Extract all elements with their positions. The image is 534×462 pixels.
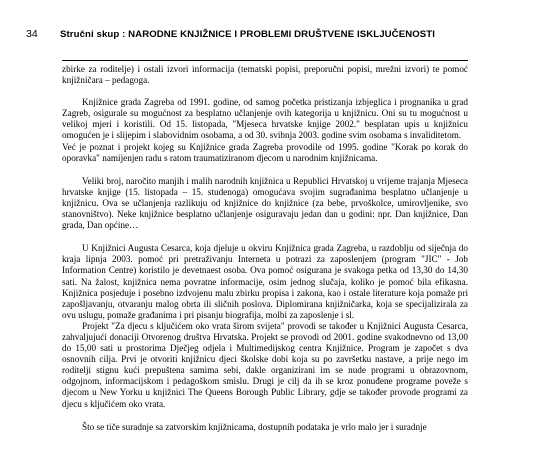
paragraph-augusta-cesarca: U Knjižnici Augusta Cesarca, koja djeluje u okviru Knjižnica grada Zagreba, u razdoblju od siječnja do kraja lipnja 2003. pomoć pri pretraživanju Interneta u potrazi za zaposlenjem (program "JIC" - Job Information Centre) koristilo je devetnaest osoba. Ova pomoć osigurana je svakoga petka od 13,30 do 14,30 sati. Na žalost, knjižnica nema povratne informacije, osim jednog slučaja, koliko je pomoć bila efikasna. Knjižnica posjeduje i posebno izdvojenu malu zbirku propisa i zakona, kao i ostale literature koja pomaže pri zapošljavanju, otvaranju malog obrta ili sličnih poslova. Diplomirana knjižničarka, koja se specijalizirala za ovu uslugu, pomaže građanima i pri pisanju biografija, molbi za zaposlenje i sl. [62, 243, 468, 320]
paragraph-refugees: Knjižnice grada Zagreba od 1991. godine, od samog početka pristizanja izbjeglica i prognanika u grad Zagreb, osigurale su mogućnost za besplatno učlanjenje ovih kategorija u knjižnicu. Oni su tu mogućnost u velikoj mjeri i koristili. Od 15. listopada, "Mjeseca hrvatske knjige 2002." besplatan upis u knjižnicu omogućen je i slijepim i slabovidnim osobama, a od 30. svibnja 2003. godine svim osobama s invaliditetom. [62, 97, 468, 141]
paragraph-continuation: zbirke za roditelje) i ostali izvori informacija (tematski popisi, preporučni popisi, mrežni izvori) te pomoć knjižničara – pedagoga. [62, 64, 468, 86]
paragraph-projekt-kljucic: Projekt "Za djecu s ključićem oko vrata širom svijeta" provodi se također u Knjižnici Augusta Cesarca, zahvaljujući donaciji Otvorenog društva Hrvatska. Projekt se provodi od 2001. godine svakodnevno od 13,00 do 15,00 sati u prostorima Dječjeg odjela i Multimedijskog centra Knjižnice. Program je započet s dva osnovnih cilja. Prvi je otvoriti knjižnicu djeci školske dobi koja su po završetku nastave, a prije nego im roditelji stignu kući prepuštena samima sebi, dakle organizirani im se nude programi u obrazovnom, odgojnom, informacijskom i pedagoškom smislu. Drugi je cilj da ih se kroz ponuđene programe poveže s djecom u New Yorku u knjižnici The Queens Borough Public Library, gdje se također provode programi za djecu s ključićem oko vrata. [62, 320, 468, 409]
header-rule [62, 60, 468, 61]
body-text [62, 64, 468, 433]
paragraph-mjesec-hrvatske-knjige: Veliki broj, naročito manjih i malih narodnih knjižnica u Republici Hrvatskoj u vrijeme trajanja Mjeseca hrvatske knjige (15. listopada – 15. studenoga) omogućava svojim sugrađanima besplatno učlanjenje u knjižnicu. Ova se učlanjenja razlikuju od knjižnice do knjižnice (za bebe, prvoškolce, umirovljenike, svo stanovništvo). Neke knjižnice besplatno učlanjenje osiguravaju jedan dan u godini: npr. Dan knjižnice, Dan grada, Dan općine… [62, 175, 468, 231]
running-title: Stručni skup : NARODNE KNJIŽNICE I PROBLEMI DRUŠTVENE ISKLJUČENOSTI [60, 29, 436, 40]
paragraph-korak-po-korak: Već je poznat i projekt kojeg su Knjižnice grada Zagreba provodile od 1995. godine "Korak po korak do oporavka" namijenjen radu s ratom traumatiziranom djecom u narodnim knjižnicama. [62, 141, 468, 163]
paragraph-zatvorske-knjiznice: Što se tiče suradnje sa zatvorskim knjižnicama, dostupnih podataka je vrlo malo jer i suradnje [82, 421, 427, 432]
page-number: 34 [26, 28, 38, 40]
running-header [26, 28, 504, 40]
